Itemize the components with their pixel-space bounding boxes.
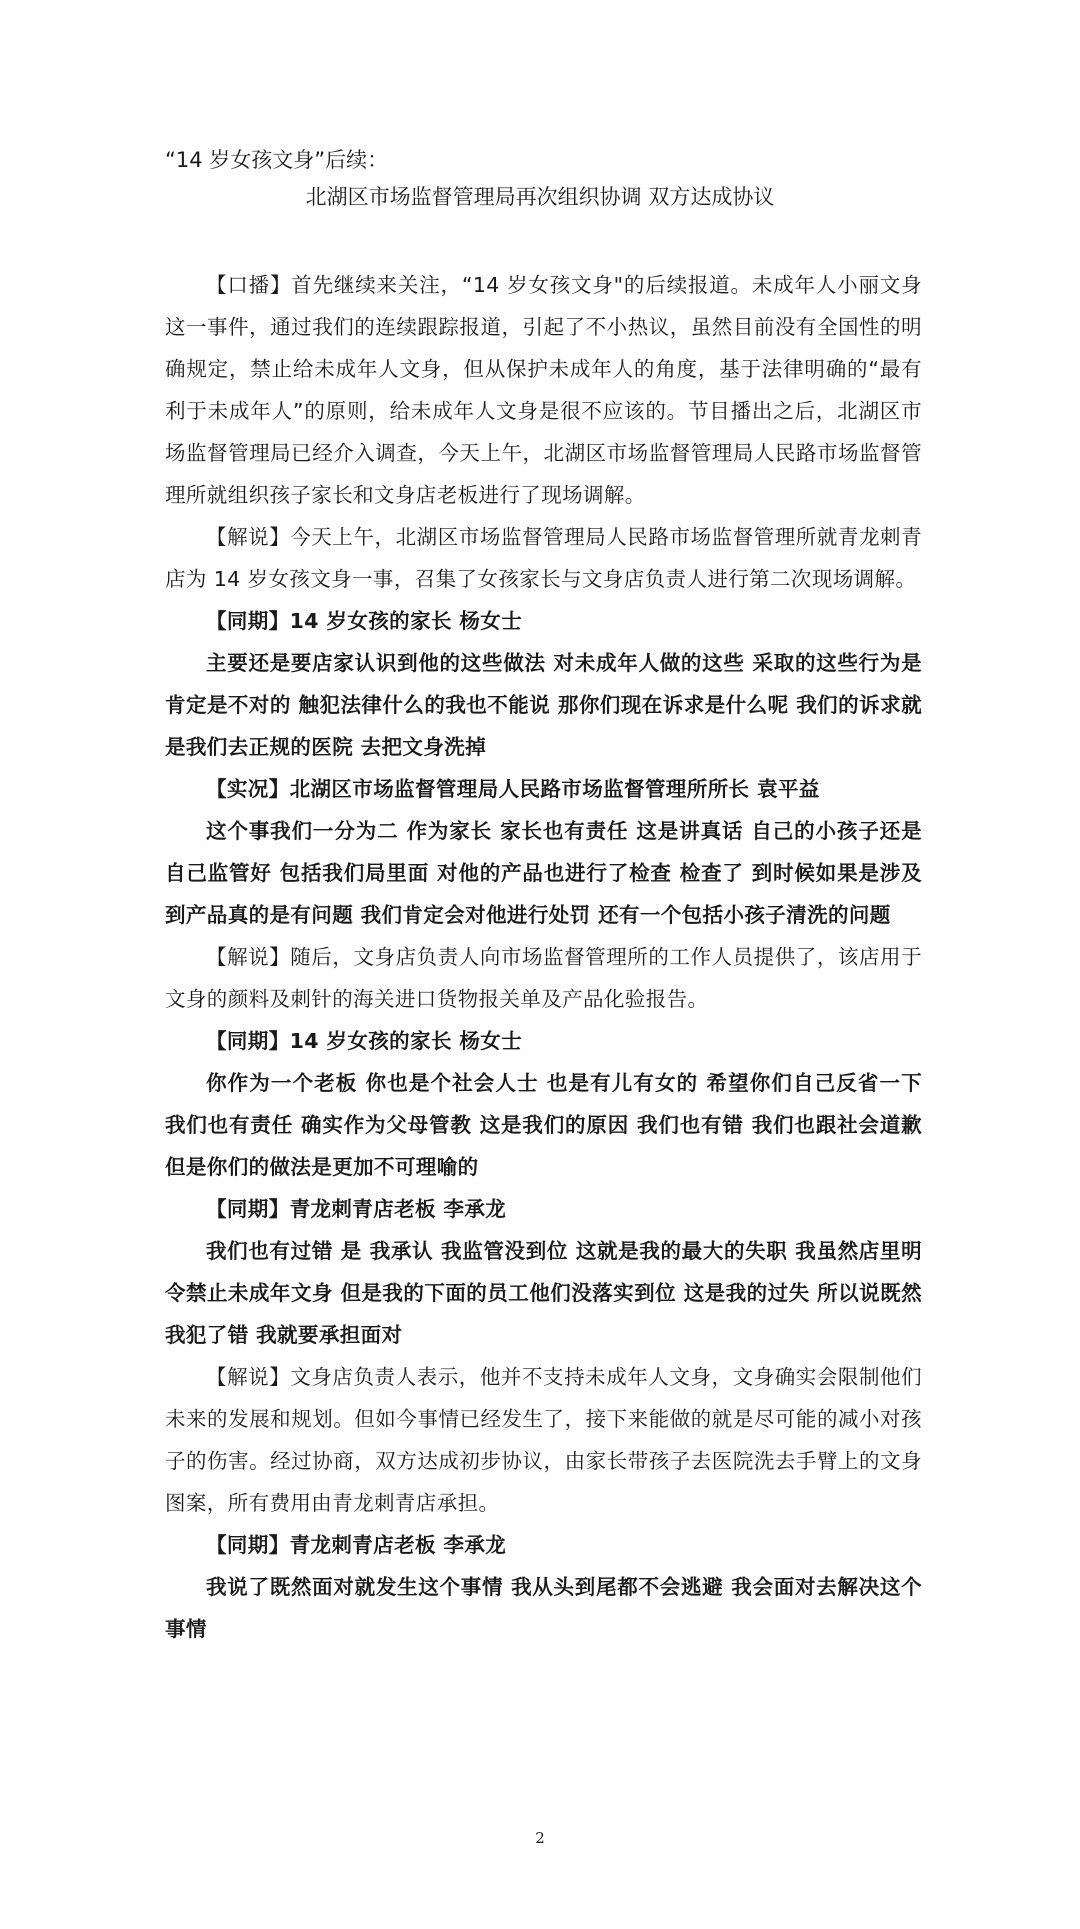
paragraph-text: 随后，文身店负责人向市场监督管理所的工作人员提供了，该店用于文身的颜料及刺针的海关进口货物报关单及产品化验报告。 xyxy=(165,945,923,1011)
paragraph-text: 首先继续来关注，“14 岁女孩文身"的后续报道。未成年人小丽文身这一事件，通过我们的连续跟踪报道，引起了不小热议，虽然目前没有全国性的明确规定，禁止给未成年人文身，但从保护未成年人的角度，基于法律明确的“最有利于未成年人”的原则，给未成年人文身是很不应该的。节目播出之后，北湖区市场监督管理局已经介入调查，今天上午，北湖区市场监督管理局人民路市场监督管理所就组织孩子家长和文身店老板进行了现场调解。 xyxy=(165,273,922,507)
paragraph-text: 主要还是要店家认识到他的这些做法 对未成年人做的这些 采取的这些行为是肯定是不对的 触犯法律什么的我也不能说 那你们现在诉求是什么呢 我们的诉求就是我们去正规的医院 去把文身洗掉 xyxy=(165,651,922,759)
document-subtitle: 北湖区市场监督管理局再次组织协调 双方达成协议 xyxy=(305,185,775,209)
paragraph-speaker-label xyxy=(165,1188,922,1230)
paragraph-tag: 【同期】 xyxy=(206,1533,290,1557)
paragraph-tag: 【同期】 xyxy=(206,1197,290,1221)
paragraph-quote xyxy=(165,1230,922,1356)
paragraph-tag: 【同期】 xyxy=(206,609,290,633)
paragraph-tag: 【实况】 xyxy=(206,777,290,801)
paragraph-quote xyxy=(165,1566,922,1650)
paragraph-text: 我们也有过错 是 我承认 我监管没到位 这就是我的最大的失职 我虽然店里明令禁止未成年文身 但是我的下面的员工他们没落实到位 这是我的过失 所以说既然我犯了错 我就要承担面对 xyxy=(165,1239,922,1347)
paragraph-speaker-label xyxy=(165,600,922,642)
paragraph-text: 青龙刺青店老板 李承龙 xyxy=(289,1533,507,1557)
paragraph-text: 今天上午，北湖区市场监督管理局人民路市场监督管理所就青龙刺青店为 14 岁女孩文身一事，召集了女孩家长与文身店负责人进行第二次现场调解。 xyxy=(165,525,923,591)
paragraph-text: 14 岁女孩的家长 杨女士 xyxy=(289,609,523,633)
paragraph-tag: 【解说】 xyxy=(206,945,291,969)
paragraph-speaker-label xyxy=(165,1524,922,1566)
paragraph-narration xyxy=(165,1356,922,1524)
paragraph-text: 青龙刺青店老板 李承龙 xyxy=(289,1197,507,1221)
paragraph-narration xyxy=(165,936,922,1020)
paragraph-speaker-label xyxy=(165,1020,922,1062)
paragraph-anchor-intro xyxy=(165,264,922,516)
paragraph-text: 14 岁女孩的家长 杨女士 xyxy=(289,1029,523,1053)
paragraph-text: 文身店负责人表示，他并不支持未成年人文身，文身确实会限制他们未来的发展和规划。但如今事情已经发生了，接下来能做的就是尽可能的减小对孩子的伤害。经过协商，双方达成初步协议，由家长带孩子去医院洗去手臂上的文身图案，所有费用由青龙刺青店承担。 xyxy=(165,1365,923,1515)
paragraph-narration xyxy=(165,516,922,600)
paragraph-tag: 【解说】 xyxy=(206,525,291,549)
paragraph-tag: 【同期】 xyxy=(206,1029,290,1053)
paragraph-tag: 【解说】 xyxy=(206,1365,291,1389)
document-title: “14 岁女孩文身”后续： xyxy=(165,148,389,172)
page-number: 2 xyxy=(535,1829,545,1847)
paragraph-quote xyxy=(165,1062,922,1188)
paragraph-quote xyxy=(165,642,922,768)
paragraph-tag: 【口播】 xyxy=(206,273,292,297)
paragraph-quote xyxy=(165,810,922,936)
document-body xyxy=(165,264,922,1650)
paragraph-text: 你作为一个老板 你也是个社会人士 也是有儿有女的 希望你们自己反省一下 我们也有责任 确实作为父母管教 这是我们的原因 我们也有错 我们也跟社会道歉 但是你们的做法是更加不可理喻的 xyxy=(165,1071,922,1179)
paragraph-text: 这个事我们一分为二 作为家长 家长也有责任 这是讲真话 自己的小孩子还是自己监管好 包括我们局里面 对他的产品也进行了检查 检查了 到时候如果是涉及到产品真的是有问题 我们肯定会对他进行处罚 还有一个包括小孩子清洗的问题 xyxy=(165,819,922,927)
paragraph-text: 我说了既然面对就发生这个事情 我从头到尾都不会逃避 我会面对去解决这个事情 xyxy=(165,1575,922,1641)
paragraph-text: 北湖区市场监督管理局人民路市场监督管理所所长 袁平益 xyxy=(289,777,820,801)
paragraph-speaker-label xyxy=(165,768,922,810)
